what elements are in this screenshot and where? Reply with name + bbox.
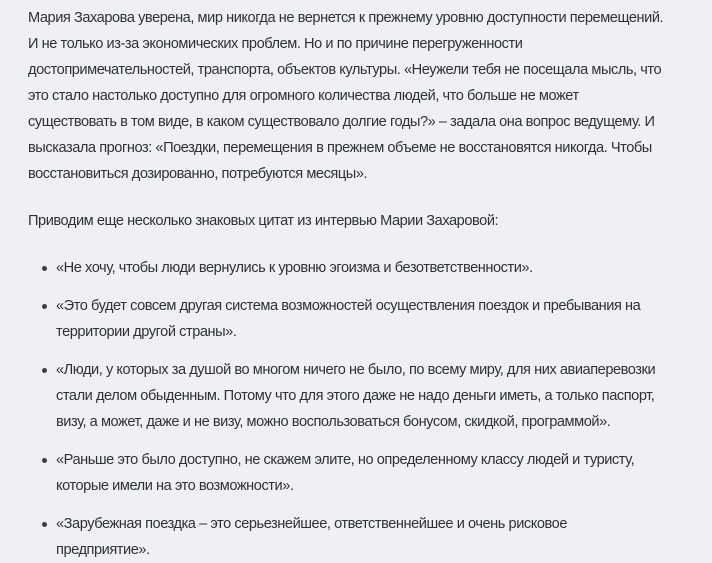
bullet-icon [42, 368, 47, 373]
text-line: высказала прогноз: «Поездки, перемещения в прежнем объеме не восстановятся никогда. Чтобы [28, 140, 652, 156]
text-line: Приводим еще несколько знаковых цитат из интервью Марии Захаровой: [28, 213, 499, 229]
text-line: достопримечательностей, транспорта, объектов культуры. «Неужели тебя не посещала мысль, что [28, 62, 662, 78]
bullet-icon [42, 304, 47, 309]
text-line: Мария Захарова уверена, мир никогда не вернется к прежнему уровню доступности перемещений. [28, 10, 664, 26]
text-line: визу, а может, даже и не визу, можно воспользоваться бонусом, скидкой, программой». [56, 414, 611, 430]
text-line: которые имели на это возможности». [56, 478, 294, 494]
text-line: «Раньше это было доступно, не скажем элите, но определенному классу людей и туристу, [56, 452, 635, 468]
text-line: предприятие». [56, 542, 150, 558]
text-line: «Не хочу, чтобы люди вернулись к уровню эгоизма и безответственности». [56, 260, 533, 276]
list-item [28, 447, 712, 499]
text-line: стали делом обыденным. Потому что для этого даже не надо деньги иметь, а только паспорт, [56, 388, 655, 404]
bullet-icon [42, 458, 47, 463]
text-line: существовать в том виде, в каком существовало долгие годы?» – задала она вопрос ведущему. И [28, 114, 655, 130]
paragraph-quotes-intro [28, 208, 712, 234]
text-line: И не только из-за экономических проблем. Но и по причине перегруженности [28, 36, 523, 52]
text-line: восстановиться дозированно, потребуются месяцы». [28, 166, 368, 182]
list-item [28, 511, 712, 563]
text-line: «Зарубежная поездка – это серьезнейшее, ответственнейшее и очень рисковое [56, 516, 567, 532]
bullet-icon [42, 266, 47, 271]
bullet-icon [42, 522, 47, 527]
text-line: «Это будет совсем другая система возможностей осуществления поездок и пребывания на [56, 298, 641, 314]
text-line: это стало настолько доступно для огромного количества людей, что больше не может [28, 88, 579, 104]
paragraph-intro [28, 5, 712, 187]
text-line: «Люди, у которых за душой во многом ничего не было, по всему миру, для них авиаперевозки [56, 362, 656, 378]
list-item [28, 357, 712, 435]
list-item [28, 255, 712, 281]
list-item [28, 293, 712, 345]
text-line: территории другой страны». [56, 324, 237, 340]
quotes-list [28, 255, 712, 563]
